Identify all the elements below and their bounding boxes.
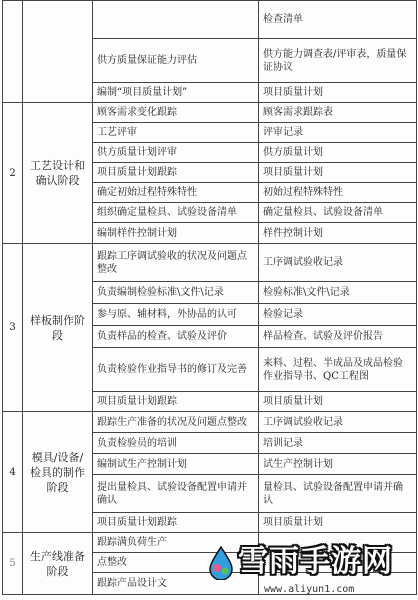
table-row [3, 103, 417, 123]
task-cell: 跟踪产品设计文 [93, 573, 259, 595]
stage-number: 3 [3, 244, 23, 412]
record-cell: 项目质量计划 [259, 83, 417, 103]
table-row [3, 1, 417, 39]
record-cell: 检查清单 [259, 1, 417, 39]
task-cell: 编制样件控制计划 [93, 223, 259, 244]
record-cell: 检验记录 [259, 304, 417, 326]
raindrop-logo-icon [208, 546, 234, 580]
record-cell: 检验标准\文件\记录 [259, 282, 417, 304]
stage-number: 5 [3, 533, 23, 595]
site-watermark [208, 542, 418, 600]
record-cell: 工序调试验收记录 [259, 412, 417, 433]
record-cell: 样品检查、试验及评价报告 [259, 326, 417, 348]
task-cell: 供方质量保证能力评估 [93, 39, 259, 83]
num-cell [3, 1, 23, 103]
task-cell: 负责样品的检查、试验及评价 [93, 326, 259, 348]
stage-name: 模具/设备/检具的制作阶段 [23, 412, 93, 533]
task-cell: 跟踪满负荷生产 [93, 533, 259, 553]
task-cell: 确定初始过程特殊特性 [93, 183, 259, 203]
record-cell: 评审记录 [259, 123, 417, 143]
task-cell: 工艺评审 [93, 123, 259, 143]
task-cell: 负责检验员的培训 [93, 433, 259, 454]
task-cell: 参与原、辅材料，外协品的认可 [93, 304, 259, 326]
task-cell: 点整改 [93, 553, 259, 573]
task-cell: 编制“项目质量计划” [93, 83, 259, 103]
watermark-url: www.aliyun1.com [264, 584, 355, 595]
stage-number: 2 [3, 103, 23, 244]
task-cell: 跟踪工序调试验收的状况及问题点整改 [93, 244, 259, 282]
task-cell: 供方质量计划评审 [93, 143, 259, 163]
watermark-title: 雪雨手游网 [238, 544, 393, 579]
stage-name: 生产线准备阶段 [23, 533, 93, 595]
record-cell: 初始过程特殊特性 [259, 183, 417, 203]
task-cell: 跟踪生产准备的状况及问题点整改 [93, 412, 259, 433]
record-cell: 工序调试验收记录 [259, 244, 417, 282]
task-cell: 负责编制检验标准\文件\记录 [93, 282, 259, 304]
record-cell: 量检具、试验设备配置申请并确认 [259, 475, 417, 513]
record-cell: 样件控制计划 [259, 223, 417, 244]
record-cell: 确定量检具、试验设备清单 [259, 203, 417, 223]
stage-number: 4 [3, 412, 23, 533]
task-cell: 项目质量计划跟踪 [93, 163, 259, 183]
stage-name: 工艺设计和确认阶段 [23, 103, 93, 244]
record-cell: 项目质量计划 [259, 513, 417, 533]
record-cell: 供方能力调查表/评审表，质量保证协议 [259, 39, 417, 83]
quality-plan-table [2, 0, 417, 595]
table-row [3, 412, 417, 433]
task-cell: 顾客需求变化跟踪 [93, 103, 259, 123]
stage-cell [23, 1, 93, 103]
task-cell: 项目质量计划跟踪 [93, 513, 259, 533]
task-cell [93, 1, 259, 39]
record-cell: 项目质量计划 [259, 163, 417, 183]
task-cell: 提出量检具、试验设备配置申请并确认 [93, 475, 259, 513]
record-cell: 试生产控制计划 [259, 454, 417, 475]
task-cell: 负责检验作业指导书的修订及完善 [93, 348, 259, 392]
table-row [3, 244, 417, 282]
record-cell: 供方质量计划 [259, 143, 417, 163]
record-cell: 顾客需求跟踪表 [259, 103, 417, 123]
stage-name: 样板制作阶段 [23, 244, 93, 412]
task-cell: 项目质量计划跟踪 [93, 392, 259, 412]
task-cell: 编制试生产控制计划 [93, 454, 259, 475]
record-cell: 培训记录 [259, 433, 417, 454]
record-cell: 项目质量计划 [259, 392, 417, 412]
task-cell: 组织确定量检具、试验设备清单 [93, 203, 259, 223]
record-cell: 来料、过程、半成品及成品检验作业指导书、QC工程图 [259, 348, 417, 392]
